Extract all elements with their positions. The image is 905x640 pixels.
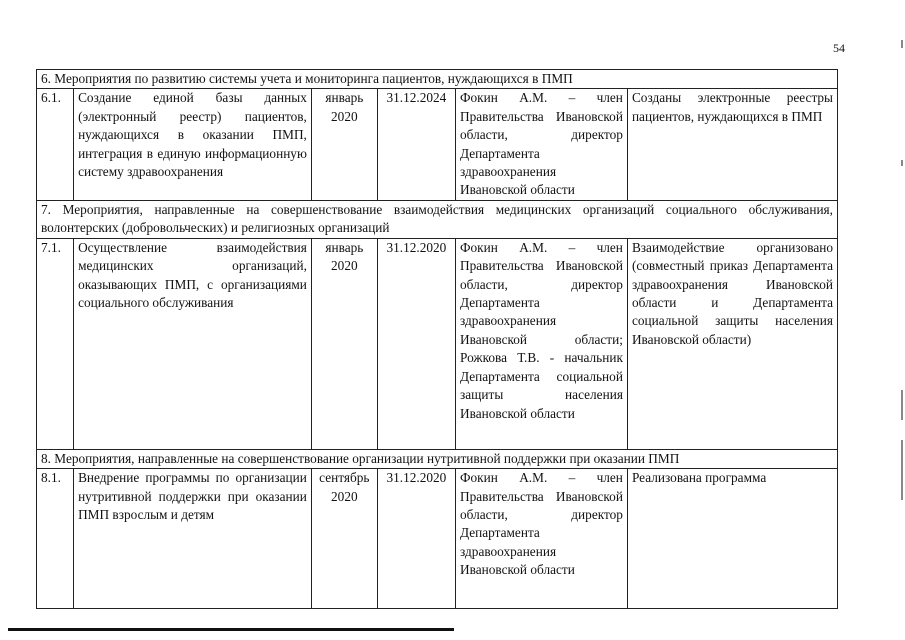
end-date: 31.12.2020 (377, 469, 455, 609)
table-row (37, 238, 838, 449)
activity-name: Создание единой базы данных (электронный реестр) пациентов, нуждающихся в оказании ПМП, интеграция в единую информационную систему здравоохранения (74, 89, 312, 200)
plan-table (36, 69, 838, 609)
section-header-row (37, 70, 838, 89)
end-date: 31.12.2020 (377, 238, 455, 449)
activity-name: Внедрение программы по организации нутритивной поддержки при оказании ПМП взрослым и детям (74, 469, 312, 609)
row-number: 7.1. (37, 238, 74, 449)
table-row (37, 89, 838, 200)
page-number: 54 (833, 41, 845, 55)
expected-result: Реализована программа (627, 469, 837, 609)
scan-bottom-line (8, 628, 454, 631)
start-date: январь 2020 (311, 238, 377, 449)
responsible-person: Фокин А.М. – член Правительства Ивановской области, директор Департамента здравоохранения Ивановской области (456, 469, 628, 609)
row-number: 8.1. (37, 469, 74, 609)
start-date: январь 2020 (311, 89, 377, 200)
start-date: сентябрь 2020 (311, 469, 377, 609)
end-date: 31.12.2024 (377, 89, 455, 200)
expected-result: Взаимодействие организовано (совместный приказ Департамента здравоохранения Ивановской области и Департамента социальной защиты населения Ивановской области) (627, 238, 837, 449)
responsible-person: Фокин А.М. – член Правительства Ивановской области, директор Департамента здравоохранения Ивановской области (456, 89, 628, 200)
table-row (37, 469, 838, 609)
activity-name: Осуществление взаимодействия медицинских организаций, оказывающих ПМП, с организациями социального обслуживания (74, 238, 312, 449)
section-title: 8. Мероприятия, направленные на совершенствование организации нутритивной поддержки при оказании ПМП (37, 449, 838, 468)
scan-edge-marks (897, 40, 903, 520)
section-header-row (37, 449, 838, 468)
responsible-person: Фокин А.М. – член Правительства Ивановской области, директор Департамента здравоохранения Ивановской области; Рожкова Т.В. - начальник Департамента социальной защиты населения Ивановской области (456, 238, 628, 449)
expected-result: Созданы электронные реестры пациентов, нуждающихся в ПМП (627, 89, 837, 200)
section-header-row (37, 200, 838, 238)
section-title: 7. Мероприятия, направленные на совершенствование взаимодействия медицинских организаций социального обслуживания, волонтерских (добровольческих) и религиозных организаций (37, 200, 838, 238)
section-title: 6. Мероприятия по развитию системы учета и мониторинга пациентов, нуждающихся в ПМП (37, 70, 838, 89)
row-number: 6.1. (37, 89, 74, 200)
